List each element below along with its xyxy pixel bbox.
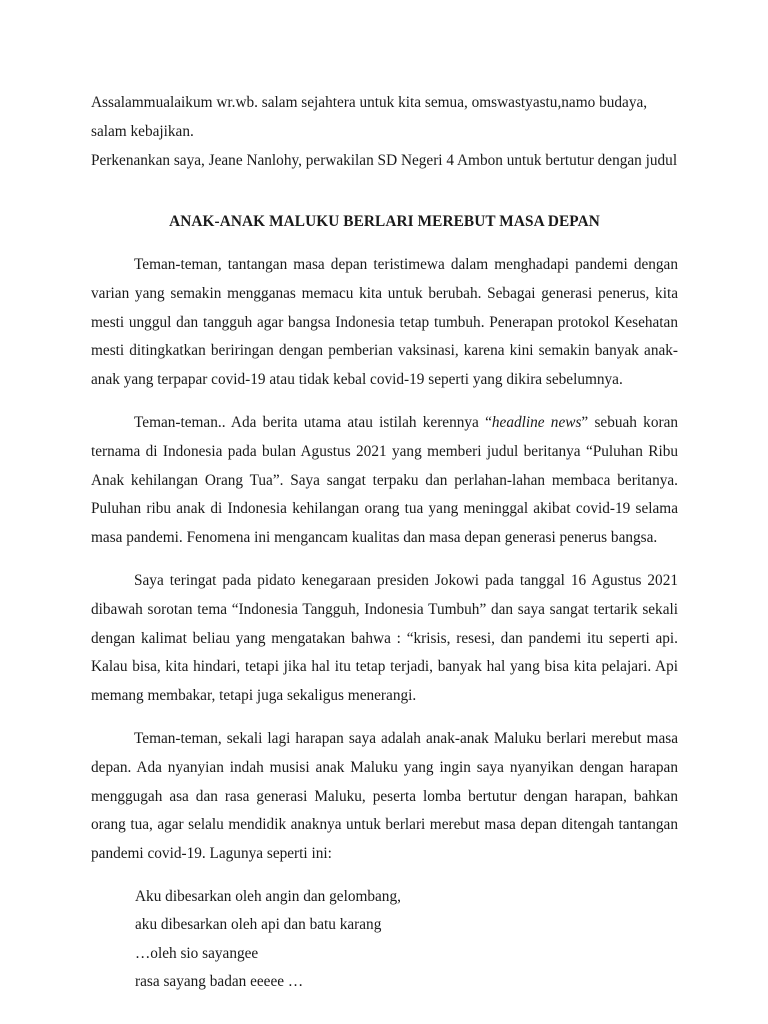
song-verse	[91, 883, 678, 997]
paragraph-3: Saya teringat pada pidato kenegaraan presiden Jokowi pada tanggal 16 Agustus 2021 dibawah sorotan tema “Indonesia Tangguh, Indonesia Tumbuh” dan saya sangat tertarik sekali dengan kalimat beliau yang mengatakan bahwa : “krisis, resesi, dan pandemi itu seperti api. Kalau bisa, kita hindari, tetapi jika hal itu tetap terjadi, banyak hal yang bisa kita pelajari. Api memang membakar, tetapi juga sekaligus menerangi.	[91, 571, 678, 705]
paragraph-4: Teman-teman, sekali lagi harapan saya adalah anak-anak Maluku berlari merebut masa depan. Ada nyanyian indah musisi anak Maluku yang ingin saya nyanyikan dengan harapan menggugah asa dan rasa generasi Maluku, peserta lomba bertutur dengan harapan, bahkan orang tua, agar selalu mendidik anaknya untuk berlari merebut masa depan ditengah tantangan pandemi covid-19. Lagunya seperti ini:	[91, 729, 678, 863]
headline-news-term: headline news	[491, 413, 582, 431]
paragraph-2-part-1: Teman-teman.. Ada berita utama atau istilah kerennya “	[134, 413, 492, 431]
introduction-text: Perkenankan saya, Jeane Nanlohy, perwakilan SD Negeri 4 Ambon untuk bertutur dengan judul	[91, 152, 678, 169]
speech-title: ANAK-ANAK MALUKU BERLARI MEREBUT MASA DEPAN	[169, 213, 600, 230]
paragraph-2	[91, 409, 678, 553]
verse-line: …oleh sio sayangee	[135, 944, 259, 962]
paragraph-2-part-2: ” sebuah koran ternama di Indonesia pada bulan Agustus 2021 yang memberi judul beritanya “Puluhan Ribu Anak kehilangan Orang Tua”. Saya sangat terpaku dan perlahan-lahan membaca beritanya. Puluhan ribu anak di Indonesia kehilangan orang tua yang meninggal akibat covid-19 selama masa pandemi. Fenomena ini mengancam kualitas dan masa depan generasi penerus bangsa.	[91, 413, 679, 547]
verse-line: aku dibesarkan oleh api dan batu karang	[135, 916, 382, 934]
document-content	[91, 88, 678, 997]
intro-section	[91, 88, 678, 175]
greeting-text: Assalammualaikum wr.wb. salam sejahtera untuk kita semua, omswastyastu,namo budaya, salam kebajikan.	[91, 94, 648, 140]
verse-line: Aku dibesarkan oleh angin dan gelombang,	[135, 887, 401, 905]
speech-body	[91, 251, 678, 869]
verse-line: rasa sayang badan eeeee …	[135, 973, 304, 991]
paragraph-1: Teman-teman, tantangan masa depan teristimewa dalam menghadapi pandemi dengan varian yang semakin mengganas memacu kita untuk berubah. Sebagai generasi penerus, kita mesti unggul dan tangguh agar bangsa Indonesia tetap tumbuh. Penerapan protokol Kesehatan mesti ditingkatkan beriringan dengan pemberian vaksinasi, karena kini semakin banyak anak-anak yang terpapar covid-19 atau tidak kebal covid-19 seperti yang dikira sebelumnya.	[91, 256, 678, 389]
